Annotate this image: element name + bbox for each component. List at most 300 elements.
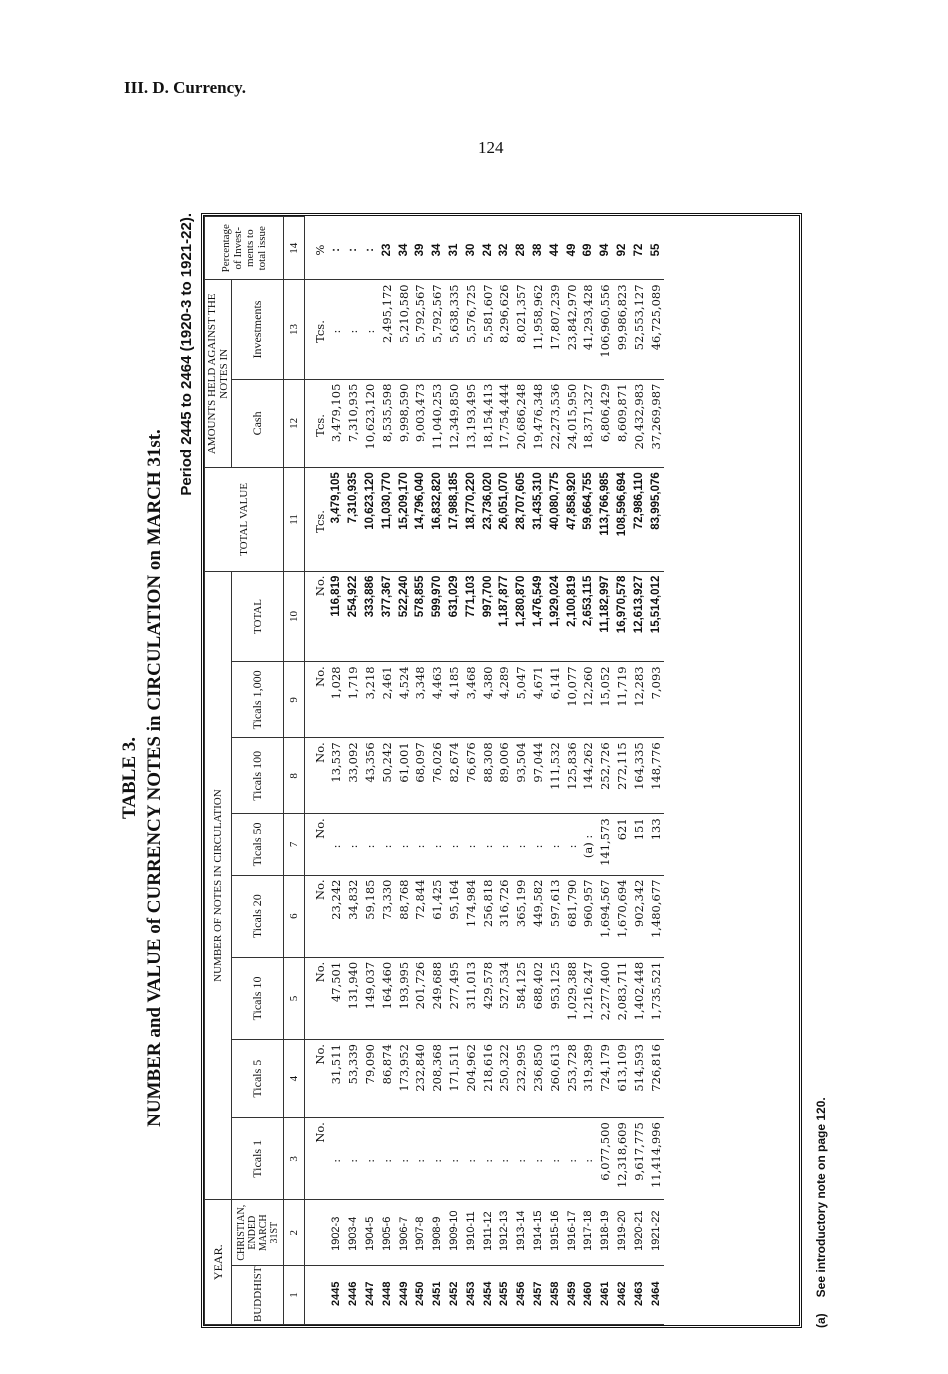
total-value-header: TOTAL VALUE (205, 468, 284, 571)
table-cell: 10,077 (563, 662, 580, 738)
table-cell: 23,736,020 (479, 468, 496, 571)
table-cell: : (563, 814, 580, 875)
table-cell: : (530, 814, 547, 875)
table-cell: 1910-11 (462, 1200, 479, 1265)
table-cell: 50,242 (378, 738, 395, 814)
table-cell: 1905-6 (378, 1200, 395, 1265)
table-cell: 55 (647, 217, 664, 280)
table-cell: 32 (496, 217, 513, 280)
table-cell: 6,806,429 (597, 379, 614, 468)
table-cell: 2,461 (378, 662, 395, 738)
table-cell: 31 (446, 217, 463, 280)
table-cell: 7,310,935 (345, 468, 362, 571)
table-cell: 34 (395, 217, 412, 280)
table-cell: 5,047 (513, 662, 530, 738)
table-cell: 1,402,448 (630, 957, 647, 1039)
table-cell: 232,840 (412, 1040, 429, 1118)
table-cell: 38 (530, 217, 547, 280)
table-cell: 1,719 (345, 662, 362, 738)
table-row (479, 217, 496, 1325)
table-cell: 17,807,239 (546, 280, 563, 379)
table-cell: 8,021,357 (513, 280, 530, 379)
table-cell: 11,040,253 (429, 379, 446, 468)
table-cell: 1904-5 (362, 1200, 379, 1265)
table-cell: : (362, 814, 379, 875)
column-number-cell: 12 (284, 379, 305, 468)
table-cell: 88,768 (395, 875, 412, 957)
table-cell: 9,617,775 (630, 1118, 647, 1200)
year-group-header: YEAR. (205, 1200, 232, 1325)
table-cell: 97,044 (530, 738, 547, 814)
table-cell: 34 (429, 217, 446, 280)
table-cell: 1,187,877 (496, 571, 513, 662)
table-cell: 37,269,987 (647, 379, 664, 468)
section-heading: III. D. Currency. (124, 78, 246, 97)
table-cell: 1,280,870 (513, 571, 530, 662)
table-cell: : (546, 814, 563, 875)
table-cell: 7,093 (647, 662, 664, 738)
table-cell: 3,479,105 (328, 379, 345, 468)
table-cell: 249,688 (429, 957, 446, 1039)
table-cell: 2452 (446, 1265, 463, 1324)
table-cell: 771,103 (462, 571, 479, 662)
table-cell: 11,182,997 (597, 571, 614, 662)
table-cell: (a) : (580, 814, 597, 875)
table-cell: 311,013 (462, 957, 479, 1039)
table-cell: 11,719 (614, 662, 631, 738)
table-cell: : (378, 1118, 395, 1200)
table-cell: 13,193,495 (462, 379, 479, 468)
number-group-header: NUMBER OF NOTES IN CIRCULATION (205, 571, 232, 1200)
table-cell: 8,296,626 (496, 280, 513, 379)
column-number-cell: 11 (284, 468, 305, 571)
table-cell: 10,623,120 (362, 468, 379, 571)
table-cell: 1906-7 (395, 1200, 412, 1265)
table-cell: 2461 (597, 1265, 614, 1324)
table-cell: 13,537 (328, 738, 345, 814)
table-cell: 28 (513, 217, 530, 280)
table-cell: : (395, 814, 412, 875)
unit-cell: No. (305, 957, 328, 1039)
table-cell: 5,576,725 (462, 280, 479, 379)
table-cell: 52,553,127 (630, 280, 647, 379)
table-cell: 1920-21 (630, 1200, 647, 1265)
ticals-10-header: Ticals 10 (232, 957, 284, 1039)
table-cell: 15,052 (597, 662, 614, 738)
table-cell: 93,504 (513, 738, 530, 814)
table-number: TABLE 3. (119, 737, 140, 820)
rotated-table-block (89, 213, 864, 1343)
table-cell: 173,952 (395, 1040, 412, 1118)
table-cell: 28,707,605 (513, 468, 530, 571)
table-cell: : (546, 1118, 563, 1200)
table-cell: 18,770,220 (462, 468, 479, 571)
table-cell: : (328, 217, 345, 280)
table-cell: : (496, 814, 513, 875)
table-cell: 7,310,935 (345, 379, 362, 468)
table-cell: 377,367 (378, 571, 395, 662)
table-cell: 232,995 (513, 1040, 530, 1118)
table-cell: 5,792,567 (412, 280, 429, 379)
table-cell: 1919-20 (614, 1200, 631, 1265)
table-cell: 218,616 (479, 1040, 496, 1118)
table-cell: 272,115 (614, 738, 631, 814)
ticals-1000-header: Ticals 1,000 (232, 662, 284, 738)
table-cell: 365,199 (513, 875, 530, 957)
table-cell: 40,080,775 (546, 468, 563, 571)
currency-notes-table (201, 213, 802, 1328)
table-cell: : (479, 814, 496, 875)
table-cell: : (328, 814, 345, 875)
table-cell: 11,958,962 (530, 280, 547, 379)
table-title: NUMBER and VALUE of CURRENCY NOTES in CIRCULATION on MARCH 31st. (144, 429, 165, 1127)
table-cell: 4,463 (429, 662, 446, 738)
table-cell: 252,726 (597, 738, 614, 814)
table-cell: 72 (630, 217, 647, 280)
table-cell: 1,694,567 (597, 875, 614, 957)
cash-header: Cash (232, 379, 284, 468)
unit-cell: No. (305, 662, 328, 738)
table-row (630, 217, 647, 1325)
table-cell: : (328, 280, 345, 379)
page-number: 124 (478, 138, 504, 157)
table-cell: 277,495 (446, 957, 463, 1039)
table-cell: 2456 (513, 1265, 530, 1324)
table-cell: : (446, 814, 463, 875)
column-number-cell: 8 (284, 738, 305, 814)
table-row (546, 217, 563, 1325)
footnote (814, 1081, 828, 1328)
table-cell: 1921-22 (647, 1200, 664, 1265)
table-cell: 2,083,711 (614, 957, 631, 1039)
column-number-cell: 13 (284, 280, 305, 379)
table-cell: 208,368 (429, 1040, 446, 1118)
table-cell: 333,886 (362, 571, 379, 662)
table-cell: 2451 (429, 1265, 446, 1324)
table-cell: 316,726 (496, 875, 513, 957)
ticals-1-header: Ticals 1 (232, 1118, 284, 1200)
table-cell: 1912-13 (496, 1200, 513, 1265)
table-cell: 1908-9 (429, 1200, 446, 1265)
table-row (513, 217, 530, 1325)
table-cell: : (513, 1118, 530, 1200)
period-subtitle: Period 2445 to 2464 (1920-3 to 1921-22). (178, 213, 195, 496)
table-cell: 6,141 (546, 662, 563, 738)
table-cell: 2454 (479, 1265, 496, 1324)
table-cell: 681,790 (563, 875, 580, 957)
table-cell: 61,001 (395, 738, 412, 814)
table-cell: 1907-8 (412, 1200, 429, 1265)
unit-cell: No. (305, 1118, 328, 1200)
table-cell: 256,818 (479, 875, 496, 957)
table-cell: : (580, 1118, 597, 1200)
table-cell: 22,273,536 (546, 379, 563, 468)
table-cell: 133 (647, 814, 664, 875)
table-cell: 4,671 (530, 662, 547, 738)
table-row (597, 217, 614, 1325)
table-cell: 72,986,110 (630, 468, 647, 571)
table-cell: 2447 (362, 1265, 379, 1324)
table-cell: 164,335 (630, 738, 647, 814)
table-cell: 26,051,070 (496, 468, 513, 571)
unit-cell: No. (305, 814, 328, 875)
table-cell: 1903-4 (345, 1200, 362, 1265)
table-cell: 2449 (395, 1265, 412, 1324)
table-cell: 59,185 (362, 875, 379, 957)
table-cell: 688,402 (530, 957, 547, 1039)
table-cell: 46,725,089 (647, 280, 664, 379)
column-number-cell: 3 (284, 1118, 305, 1200)
unit-cell: Tcs. (305, 280, 328, 379)
table-cell: 149,037 (362, 957, 379, 1039)
column-number-cell: 4 (284, 1040, 305, 1118)
unit-cell: Tcs. (305, 379, 328, 468)
table-cell: 1913-14 (513, 1200, 530, 1265)
table-cell: 69 (580, 217, 597, 280)
table-row (446, 217, 463, 1325)
table-cell: 4,524 (395, 662, 412, 738)
table-row (362, 217, 379, 1325)
table-cell: : (530, 1118, 547, 1200)
table-cell: 24,015,950 (563, 379, 580, 468)
table-cell: 19,476,348 (530, 379, 547, 468)
table-cell: 2,100,819 (563, 571, 580, 662)
table-cell: 1909-10 (446, 1200, 463, 1265)
table-cell: 33,092 (345, 738, 362, 814)
table-cell: 4,289 (496, 662, 513, 738)
table-cell: 111,532 (546, 738, 563, 814)
table-cell: 1902-3 (328, 1200, 345, 1265)
table-cell: 902,342 (630, 875, 647, 957)
table-cell: 3,468 (462, 662, 479, 738)
table-cell: : (462, 1118, 479, 1200)
table-cell: 1,029,388 (563, 957, 580, 1039)
table-row (429, 217, 446, 1325)
table-cell: 23 (378, 217, 395, 280)
table-cell: 960,957 (580, 875, 597, 957)
table-cell: 2459 (563, 1265, 580, 1324)
table-cell: 17,754,444 (496, 379, 513, 468)
table-row (580, 217, 597, 1325)
table-cell: 724,179 (597, 1040, 614, 1118)
table-row (412, 217, 429, 1325)
unit-cell: No. (305, 1040, 328, 1118)
ticals-100-header: Ticals 100 (232, 738, 284, 814)
table-cell: : (362, 1118, 379, 1200)
table-cell: 1914-15 (530, 1200, 547, 1265)
table-cell: 4,185 (446, 662, 463, 738)
table-cell: 597,613 (546, 875, 563, 957)
unit-cell: Tcs. (305, 468, 328, 571)
table-cell: 39 (412, 217, 429, 280)
table-cell: : (345, 217, 362, 280)
table-cell: 76,676 (462, 738, 479, 814)
table-cell: 1,216,247 (580, 957, 597, 1039)
table-cell: 2457 (530, 1265, 547, 1324)
table-cell: 2448 (378, 1265, 395, 1324)
table-cell: 1911-12 (479, 1200, 496, 1265)
table-cell: 106,960,556 (597, 280, 614, 379)
table-cell: 2453 (462, 1265, 479, 1324)
table-cell: 23,842,970 (563, 280, 580, 379)
table-cell: : (345, 814, 362, 875)
table-cell: 68,097 (412, 738, 429, 814)
table-cell: 72,844 (412, 875, 429, 957)
table-cell: 2446 (345, 1265, 362, 1324)
table-row (530, 217, 547, 1325)
table-cell: 4,380 (479, 662, 496, 738)
table-cell: 12,318,609 (614, 1118, 631, 1200)
table-cell: 10,623,120 (362, 379, 379, 468)
table-cell: 47,501 (328, 957, 345, 1039)
table-cell: 319,389 (580, 1040, 597, 1118)
table-cell: 30 (462, 217, 479, 280)
column-number-cell: 6 (284, 875, 305, 957)
table-cell: 1,735,521 (647, 957, 664, 1039)
table-cell: 61,425 (429, 875, 446, 957)
table-row (328, 217, 345, 1325)
table-cell: : (479, 1118, 496, 1200)
table-cell: 20,686,248 (513, 379, 530, 468)
footnote-text: See introductory note on page 120. (814, 1097, 828, 1298)
table-cell: 2460 (580, 1265, 597, 1324)
total-header: TOTAL (232, 571, 284, 662)
percentage-header: Percentage of Invest- ments to total issue (205, 217, 284, 280)
ticals-20-header: Ticals 20 (232, 875, 284, 957)
table-cell: : (429, 1118, 446, 1200)
unit-cell (305, 1200, 328, 1265)
table-cell: 3,348 (412, 662, 429, 738)
table-cell: 201,726 (412, 957, 429, 1039)
table-cell: : (513, 814, 530, 875)
ticals-50-header: Ticals 50 (232, 814, 284, 875)
table-cell: 83,995,076 (647, 468, 664, 571)
table-cell: 17,988,185 (446, 468, 463, 571)
unit-cell: No. (305, 738, 328, 814)
buddhist-header: BUDDHIST (232, 1265, 284, 1324)
unit-cell (305, 1265, 328, 1324)
table-cell: 2,495,172 (378, 280, 395, 379)
column-number-cell: 1 (284, 1265, 305, 1324)
table-cell: : (429, 814, 446, 875)
column-number-cell: 2 (284, 1200, 305, 1265)
table-cell: 92 (614, 217, 631, 280)
table-cell: 31,435,310 (530, 468, 547, 571)
table-cell: 449,582 (530, 875, 547, 957)
table-cell: : (362, 217, 379, 280)
table-cell: 12,260 (580, 662, 597, 738)
table-cell: 1,028 (328, 662, 345, 738)
column-number-cell: 7 (284, 814, 305, 875)
table-cell: 125,836 (563, 738, 580, 814)
table-cell: 8,535,598 (378, 379, 395, 468)
table-cell: 2,653,115 (580, 571, 597, 662)
table-row (395, 217, 412, 1325)
table-cell: 79,090 (362, 1040, 379, 1118)
table-cell: 1,929,024 (546, 571, 563, 662)
footnote-label: (a) (814, 1313, 828, 1328)
table-cell: 24 (479, 217, 496, 280)
table-cell: 2464 (647, 1265, 664, 1324)
table-cell: 53,339 (345, 1040, 362, 1118)
table-cell: 1916-17 (563, 1200, 580, 1265)
table-cell: 41,293,428 (580, 280, 597, 379)
table-cell: 6,077,500 (597, 1118, 614, 1200)
table-cell: 20,432,983 (630, 379, 647, 468)
table-cell: 578,855 (412, 571, 429, 662)
table-cell: 514,593 (630, 1040, 647, 1118)
table-cell: 88,308 (479, 738, 496, 814)
column-number-cell: 9 (284, 662, 305, 738)
table-cell: 9,003,473 (412, 379, 429, 468)
table-cell: 204,962 (462, 1040, 479, 1118)
column-number-cell: 5 (284, 957, 305, 1039)
table-cell: 164,460 (378, 957, 395, 1039)
table-cell: 9,998,590 (395, 379, 412, 468)
table-cell: 250,322 (496, 1040, 513, 1118)
table-cell: 1915-16 (546, 1200, 563, 1265)
table-cell: 171,511 (446, 1040, 463, 1118)
column-number-cell: 14 (284, 217, 305, 280)
table-cell: 59,664,755 (580, 468, 597, 571)
table-cell: 116,819 (328, 571, 345, 662)
table-cell: 18,154,413 (479, 379, 496, 468)
table-cell: 148,776 (647, 738, 664, 814)
table-cell: : (496, 1118, 513, 1200)
table-cell: 76,026 (429, 738, 446, 814)
table-cell: 12,283 (630, 662, 647, 738)
table-cell: 99,986,823 (614, 280, 631, 379)
table-cell: 599,970 (429, 571, 446, 662)
column-number-cell: 10 (284, 571, 305, 662)
unit-cell: No. (305, 875, 328, 957)
unit-cell: % (305, 217, 328, 280)
table-cell: 1,480,677 (647, 875, 664, 957)
table-cell: : (345, 280, 362, 379)
table-cell: 5,581,607 (479, 280, 496, 379)
table-cell: : (395, 1118, 412, 1200)
table-cell: 260,613 (546, 1040, 563, 1118)
table-cell: 429,578 (479, 957, 496, 1039)
table-cell: 15,209,170 (395, 468, 412, 571)
table-cell: : (328, 1118, 345, 1200)
table-cell: 1918-19 (597, 1200, 614, 1265)
table-cell: 82,674 (446, 738, 463, 814)
table-cell: 2445 (328, 1265, 345, 1324)
table-cell: 613,109 (614, 1040, 631, 1118)
table-cell: 1917-18 (580, 1200, 597, 1265)
table-cell: 5,638,335 (446, 280, 463, 379)
table-cell: 44 (546, 217, 563, 280)
table-row (345, 217, 362, 1325)
table-cell: 3,218 (362, 662, 379, 738)
table-cell: 23,242 (328, 875, 345, 957)
table-cell: 14,796,040 (412, 468, 429, 571)
table-row (462, 217, 479, 1325)
table-cell: : (412, 1118, 429, 1200)
table-cell: : (446, 1118, 463, 1200)
table-cell: 89,006 (496, 738, 513, 814)
table-cell: 31,511 (328, 1040, 345, 1118)
table-cell: 726,816 (647, 1040, 664, 1118)
table-cell: 631,029 (446, 571, 463, 662)
investments-header: Investments (232, 280, 284, 379)
table-cell: 527,534 (496, 957, 513, 1039)
table-cell: 193,995 (395, 957, 412, 1039)
table-cell: 12,349,850 (446, 379, 463, 468)
table-cell: 18,371,327 (580, 379, 597, 468)
table-cell: 43,356 (362, 738, 379, 814)
